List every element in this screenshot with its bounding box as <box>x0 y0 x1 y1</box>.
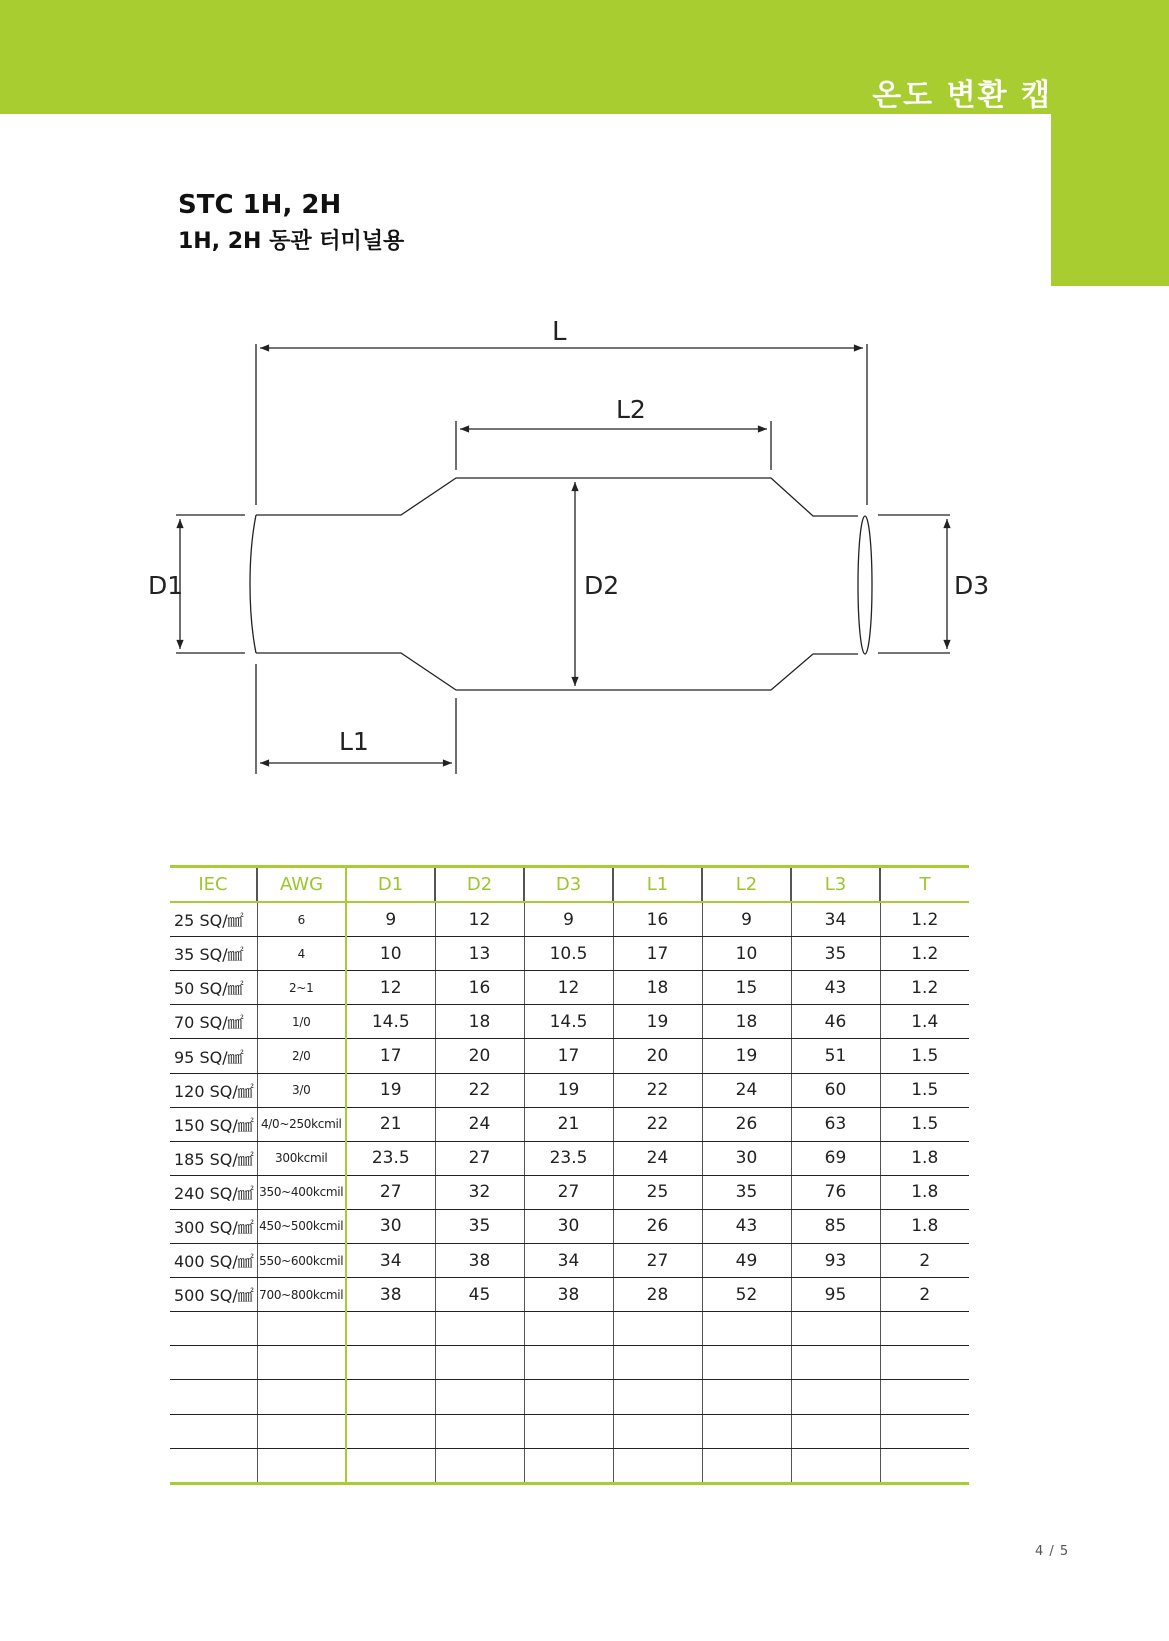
table-cell: 22 <box>613 1073 702 1107</box>
table-cell: 2 <box>880 1244 969 1278</box>
product-subtitle: 1H, 2H 동관 터미널용 <box>178 229 405 254</box>
table-cell: 1.5 <box>880 1073 969 1107</box>
table-cell <box>435 1312 524 1346</box>
table-cell <box>435 1414 524 1448</box>
table-cell: 21 <box>346 1107 435 1141</box>
table-cell: 12 <box>435 902 524 937</box>
table-cell: 43 <box>702 1209 791 1243</box>
table-cell: 10 <box>346 937 435 971</box>
table-cell: 19 <box>702 1039 791 1073</box>
table-cell <box>170 1312 257 1346</box>
table-cell: 14.5 <box>346 1005 435 1039</box>
table-cell: 1.8 <box>880 1175 969 1209</box>
table-cell: 22 <box>613 1107 702 1141</box>
table-cell: 95 <box>791 1278 880 1312</box>
column-header: D1 <box>346 867 435 903</box>
table-cell <box>524 1380 613 1414</box>
table-cell: 19 <box>346 1073 435 1107</box>
table-cell: 19 <box>613 1005 702 1039</box>
table-cell <box>702 1312 791 1346</box>
table-cell: 14.5 <box>524 1005 613 1039</box>
table-cell: 13 <box>435 937 524 971</box>
table-row <box>170 1073 969 1107</box>
table-cell <box>791 1414 880 1448</box>
table-cell: 300kcmil <box>257 1141 346 1175</box>
table-cell <box>170 1414 257 1448</box>
table-cell: 28 <box>613 1278 702 1312</box>
table-cell: 50 SQ/㎟ <box>170 971 257 1005</box>
table-cell: 38 <box>524 1278 613 1312</box>
table-cell <box>346 1380 435 1414</box>
table-cell <box>435 1346 524 1380</box>
table-cell: 45 <box>435 1278 524 1312</box>
table-cell: 16 <box>613 902 702 937</box>
table-row <box>170 1039 969 1073</box>
table-cell: 1.5 <box>880 1039 969 1073</box>
column-header: T <box>880 867 969 903</box>
table-cell: 21 <box>524 1107 613 1141</box>
table-cell: 22 <box>435 1073 524 1107</box>
table-cell: 10.5 <box>524 937 613 971</box>
table-cell: 240 SQ/㎟ <box>170 1175 257 1209</box>
table-cell: 150 SQ/㎟ <box>170 1107 257 1141</box>
label-L1: L1 <box>339 727 369 756</box>
table-cell: 63 <box>791 1107 880 1141</box>
table-cell: 52 <box>702 1278 791 1312</box>
table-cell: 500 SQ/㎟ <box>170 1278 257 1312</box>
table-cell: 20 <box>435 1039 524 1073</box>
table-cell: 1.8 <box>880 1209 969 1243</box>
column-header: D2 <box>435 867 524 903</box>
column-header: IEC <box>170 867 257 903</box>
label-D3: D3 <box>954 571 990 600</box>
table-cell: 17 <box>524 1039 613 1073</box>
table-cell: 38 <box>435 1244 524 1278</box>
table-cell <box>880 1346 969 1380</box>
table-cell <box>524 1346 613 1380</box>
table-cell <box>435 1448 524 1483</box>
table-cell: 35 <box>435 1209 524 1243</box>
table-cell: 51 <box>791 1039 880 1073</box>
table-cell: 9 <box>524 902 613 937</box>
table-row <box>170 1175 969 1209</box>
table-cell <box>524 1414 613 1448</box>
side-tab <box>1051 114 1169 286</box>
table-cell <box>702 1380 791 1414</box>
table-cell: 2/0 <box>257 1039 346 1073</box>
label-D1: D1 <box>148 571 184 600</box>
table-cell: 12 <box>524 971 613 1005</box>
table-cell: 1.2 <box>880 902 969 937</box>
table-cell: 32 <box>435 1175 524 1209</box>
table-row <box>170 1278 969 1312</box>
table-cell: 25 SQ/㎟ <box>170 902 257 937</box>
table-cell <box>702 1346 791 1380</box>
table-header-row <box>170 867 969 903</box>
table-body <box>170 902 969 1483</box>
table-cell <box>613 1380 702 1414</box>
table-cell: 24 <box>702 1073 791 1107</box>
table-cell <box>435 1380 524 1414</box>
table-cell <box>791 1312 880 1346</box>
table-cell: 23.5 <box>524 1141 613 1175</box>
table-cell: 120 SQ/㎟ <box>170 1073 257 1107</box>
table-cell <box>702 1414 791 1448</box>
table-cell <box>170 1380 257 1414</box>
table-cell: 27 <box>613 1244 702 1278</box>
table-cell: 1.2 <box>880 971 969 1005</box>
dimension-diagram <box>140 300 1010 790</box>
page-number: 4 / 5 <box>1035 1544 1070 1559</box>
table-cell <box>613 1346 702 1380</box>
table-cell <box>880 1380 969 1414</box>
table-cell: 26 <box>702 1107 791 1141</box>
table-row <box>170 1312 969 1346</box>
table-cell: 450~500kcmil <box>257 1209 346 1243</box>
table-cell <box>613 1448 702 1483</box>
table-cell: 400 SQ/㎟ <box>170 1244 257 1278</box>
table-cell: 69 <box>791 1141 880 1175</box>
table-cell: 24 <box>435 1107 524 1141</box>
table-cell: 15 <box>702 971 791 1005</box>
table-cell: 27 <box>346 1175 435 1209</box>
table-cell: 1.8 <box>880 1141 969 1175</box>
table-row <box>170 1380 969 1414</box>
table-cell: 3/0 <box>257 1073 346 1107</box>
table-cell <box>257 1346 346 1380</box>
table-cell: 25 <box>613 1175 702 1209</box>
table-cell: 1.4 <box>880 1005 969 1039</box>
table-cell <box>880 1448 969 1483</box>
table-cell: 16 <box>435 971 524 1005</box>
product-model: STC 1H, 2H <box>178 190 342 220</box>
table-cell <box>257 1448 346 1483</box>
table-cell <box>791 1380 880 1414</box>
table-cell: 93 <box>791 1244 880 1278</box>
spec-table <box>170 865 969 1485</box>
table-cell: 2~1 <box>257 971 346 1005</box>
table-cell: 30 <box>702 1141 791 1175</box>
table-cell <box>346 1346 435 1380</box>
table-cell <box>524 1312 613 1346</box>
table-cell: 10 <box>702 937 791 971</box>
table-cell: 24 <box>613 1141 702 1175</box>
table-cell: 12 <box>346 971 435 1005</box>
table-cell <box>346 1414 435 1448</box>
label-L: L <box>552 317 567 347</box>
table-row <box>170 1005 969 1039</box>
column-header: AWG <box>257 867 346 903</box>
table-cell: 85 <box>791 1209 880 1243</box>
table-cell: 17 <box>613 937 702 971</box>
table-row <box>170 1107 969 1141</box>
table-cell: 350~400kcmil <box>257 1175 346 1209</box>
table-cell <box>702 1448 791 1483</box>
table-cell: 1.2 <box>880 937 969 971</box>
table-cell: 18 <box>435 1005 524 1039</box>
table-cell: 1.5 <box>880 1107 969 1141</box>
table-cell: 35 SQ/㎟ <box>170 937 257 971</box>
table-cell: 6 <box>257 902 346 937</box>
table-cell: 18 <box>613 971 702 1005</box>
table-row <box>170 1141 969 1175</box>
table-cell: 300 SQ/㎟ <box>170 1209 257 1243</box>
table-row <box>170 1209 969 1243</box>
table-row <box>170 971 969 1005</box>
table-cell: 76 <box>791 1175 880 1209</box>
table-cell: 95 SQ/㎟ <box>170 1039 257 1073</box>
table-cell: 35 <box>791 937 880 971</box>
table-cell <box>791 1448 880 1483</box>
table-cell <box>170 1448 257 1483</box>
table-cell: 26 <box>613 1209 702 1243</box>
table-cell: 30 <box>346 1209 435 1243</box>
table-cell: 185 SQ/㎟ <box>170 1141 257 1175</box>
table-cell <box>257 1380 346 1414</box>
label-D2: D2 <box>584 571 620 600</box>
part-outline <box>256 478 858 516</box>
column-header: D3 <box>524 867 613 903</box>
table-row <box>170 1244 969 1278</box>
table-cell <box>524 1448 613 1483</box>
table-cell: 34 <box>346 1244 435 1278</box>
page-title: 온도 변환 캡 <box>872 78 1052 113</box>
table-cell: 700~800kcmil <box>257 1278 346 1312</box>
table-cell: 60 <box>791 1073 880 1107</box>
table-cell <box>346 1312 435 1346</box>
table-cell <box>880 1312 969 1346</box>
table-cell: 2 <box>880 1278 969 1312</box>
table-cell <box>880 1414 969 1448</box>
table-cell: 4 <box>257 937 346 971</box>
table-cell <box>791 1346 880 1380</box>
table-cell <box>257 1414 346 1448</box>
column-header: L2 <box>702 867 791 903</box>
table-cell: 19 <box>524 1073 613 1107</box>
table-cell: 30 <box>524 1209 613 1243</box>
table-cell: 20 <box>613 1039 702 1073</box>
table-cell: 9 <box>346 902 435 937</box>
table-cell: 1/0 <box>257 1005 346 1039</box>
table-cell <box>613 1312 702 1346</box>
column-header: L3 <box>791 867 880 903</box>
table-cell <box>257 1312 346 1346</box>
table-cell: 550~600kcmil <box>257 1244 346 1278</box>
table-cell: 49 <box>702 1244 791 1278</box>
table-row <box>170 902 969 937</box>
table-cell: 34 <box>791 902 880 937</box>
table-row <box>170 1346 969 1380</box>
table-cell: 35 <box>702 1175 791 1209</box>
table-cell <box>613 1414 702 1448</box>
table-cell: 4/0~250kcmil <box>257 1107 346 1141</box>
table-cell: 43 <box>791 971 880 1005</box>
table-cell: 23.5 <box>346 1141 435 1175</box>
column-header: L1 <box>613 867 702 903</box>
table-cell: 17 <box>346 1039 435 1073</box>
table-row <box>170 1448 969 1483</box>
table-row <box>170 937 969 971</box>
table-cell: 38 <box>346 1278 435 1312</box>
table-cell: 18 <box>702 1005 791 1039</box>
table-cell: 34 <box>524 1244 613 1278</box>
table-cell: 27 <box>435 1141 524 1175</box>
table-cell: 27 <box>524 1175 613 1209</box>
table-cell <box>170 1346 257 1380</box>
table-cell: 46 <box>791 1005 880 1039</box>
table-cell <box>346 1448 435 1483</box>
table-row <box>170 1414 969 1448</box>
table-cell: 9 <box>702 902 791 937</box>
table-cell: 70 SQ/㎟ <box>170 1005 257 1039</box>
label-L2: L2 <box>616 395 646 424</box>
